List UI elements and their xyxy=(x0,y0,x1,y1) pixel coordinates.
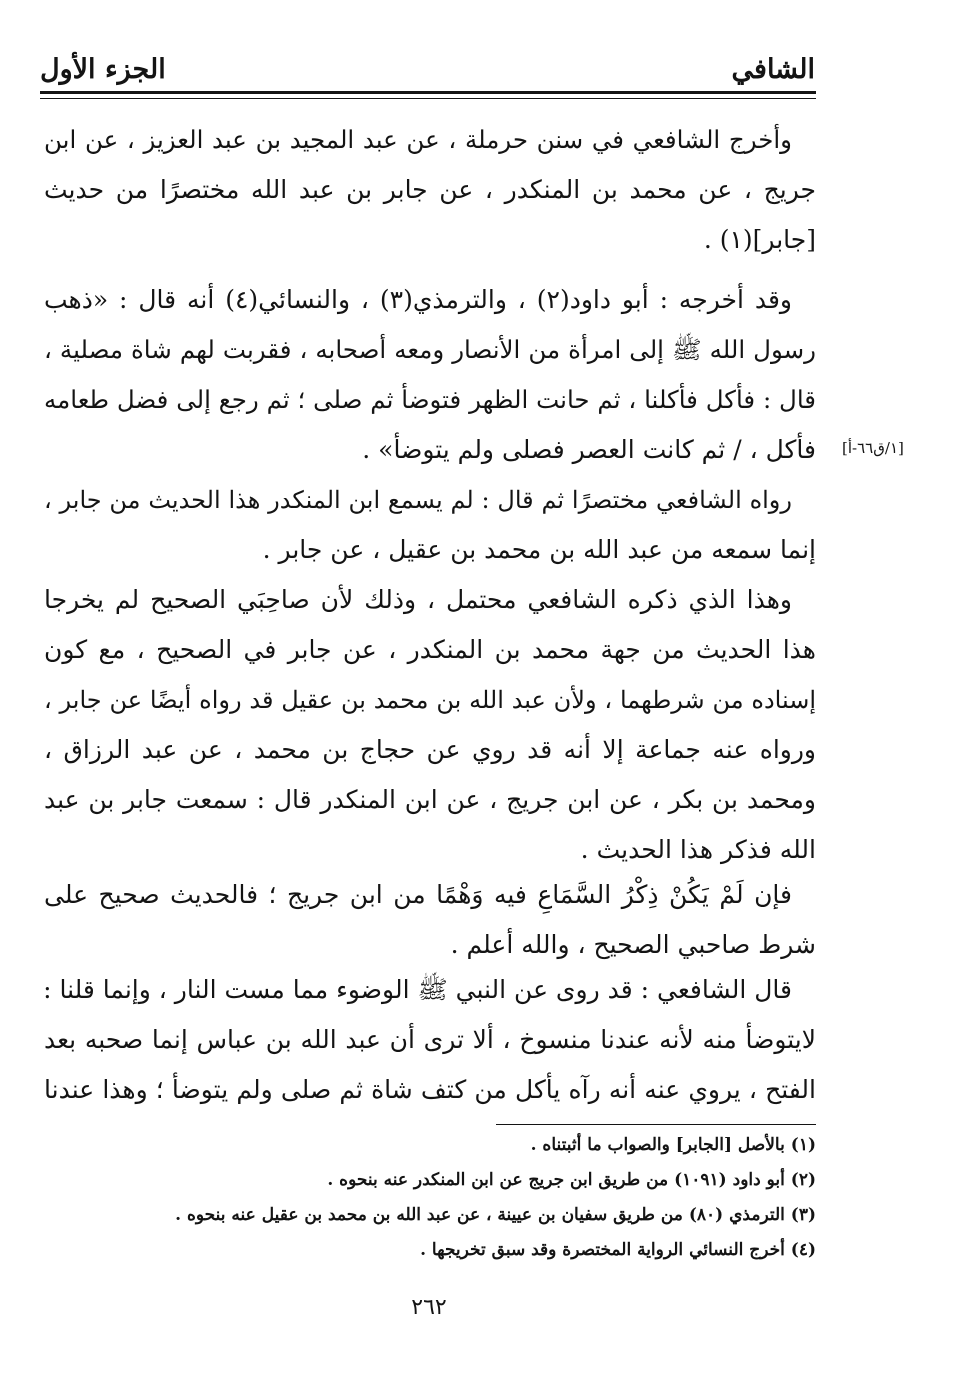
body-line: الفتح ، يروي عنه أنه رآه يأكل من كتف شاة ثم صلى ولم يتوضأ ؛ وهذا عندنا xyxy=(44,1075,816,1104)
body-line: فأكل ، / ثم كانت العصر فصلى ولم يتوضأ» . xyxy=(362,435,816,464)
body-line: إنما سمعه من عبد الله بن محمد بن عقيل ، عن جابر . xyxy=(262,535,816,564)
body-line: لايتوضأ منه لأنه عندنا منسوخ ، ألا ترى أن عبد الله بن عباس إنما صحبه بعد xyxy=(44,1025,816,1054)
running-header-book-title: الشافي xyxy=(731,54,815,85)
body-line: هذا الحديث من جهة محمد بن المنكدر ، عن جابر في الصحيح ، مع كون xyxy=(44,635,816,664)
body-line: قال : فأكل فأكلنا ، ثم حانت الظهر فتوضأ ثم صلى ؛ ثم رجع إلى فضل طعامه xyxy=(44,385,816,414)
running-header-volume: الجزء الأول xyxy=(40,54,166,85)
body-line: رسول الله ﷺ إلى امرأة من الأنصار ومعه أصحابه ، فقربت لهم شاة مصلية ، xyxy=(44,335,816,364)
body-line: رواه الشافعي مختصرًا ثم قال : لم يسمع ابن المنكدر هذا الحديث من جابر ، xyxy=(44,486,792,514)
body-line: الله فذكر هذا الحديث . xyxy=(580,835,816,864)
body-line: قال الشافعي : قد روى عن النبي ﷺ الوضوء مما مست النار ، وإنما قلنا : xyxy=(43,975,792,1004)
body-line: وهذا الذي ذكره الشافعي محتمل ، وذلك لأن صاحِبَي الصحيح لم يخرجا xyxy=(44,585,792,614)
footnote: (٣) الترمذي (٨٠) من طريق سفيان بن عيينة ، عن عبد الله بن محمد بن عقيل عنه بنحوه . xyxy=(175,1205,816,1225)
body-line: ومحمد بن بكر ، عن ابن جريج ، عن ابن المنكدر قال : سمعت جابر بن عبد xyxy=(44,785,816,814)
body-line: شرط صاحبي الصحيح ، والله أعلم . xyxy=(450,930,816,959)
body-line: [جابر](١) . xyxy=(703,225,816,254)
footnote: (٤) أخرج النسائي الرواية المختصرة وقد سبق تخريجها . xyxy=(420,1240,816,1260)
body-line: فإن لَمْ يَكُنْ ذِكْرُ السَّمَاعِ فيه وَهْمًا من ابن جريج ؛ فالحديث صحيح على xyxy=(44,880,792,909)
footnote: (١) بالأصل [الجابر] والصواب ما أثبتناه . xyxy=(530,1135,816,1155)
body-line: وقد أخرجه : أبو داود(٢) ، والترمذي(٣) ، والنسائي(٤) أنه قال : «ذهب xyxy=(44,285,792,314)
body-line: إسناده من شرطهما ، ولأن عبد الله بن محمد بن عقيل قد رواه أيضًا عن جابر ، xyxy=(44,686,816,714)
header-rule-thin xyxy=(40,98,816,99)
footnote: (٢) أبو داود (١٠٩١) من طريق ابن جريج عن ابن المنكدر عنه بنحوه . xyxy=(327,1170,816,1190)
body-line: جريج ، عن محمد بن المنكدر ، عن جابر بن عبد الله مختصرًا من حديث xyxy=(44,175,816,204)
header-rule-thick xyxy=(40,91,816,94)
margin-manuscript-note: [١/ق٦٦-أ] xyxy=(842,439,904,457)
body-line: وأخرج الشافعي في سنن حرملة ، عن عبد المجيد بن عبد العزيز ، عن ابن xyxy=(44,125,792,154)
body-line: ورواه عنه جماعة إلا أنه قد روي عن حجاج بن محمد ، عن عبد الرزاق ، xyxy=(44,735,816,764)
page-number: ٢٦٢ xyxy=(411,1295,447,1320)
footnote-separator xyxy=(496,1124,816,1125)
